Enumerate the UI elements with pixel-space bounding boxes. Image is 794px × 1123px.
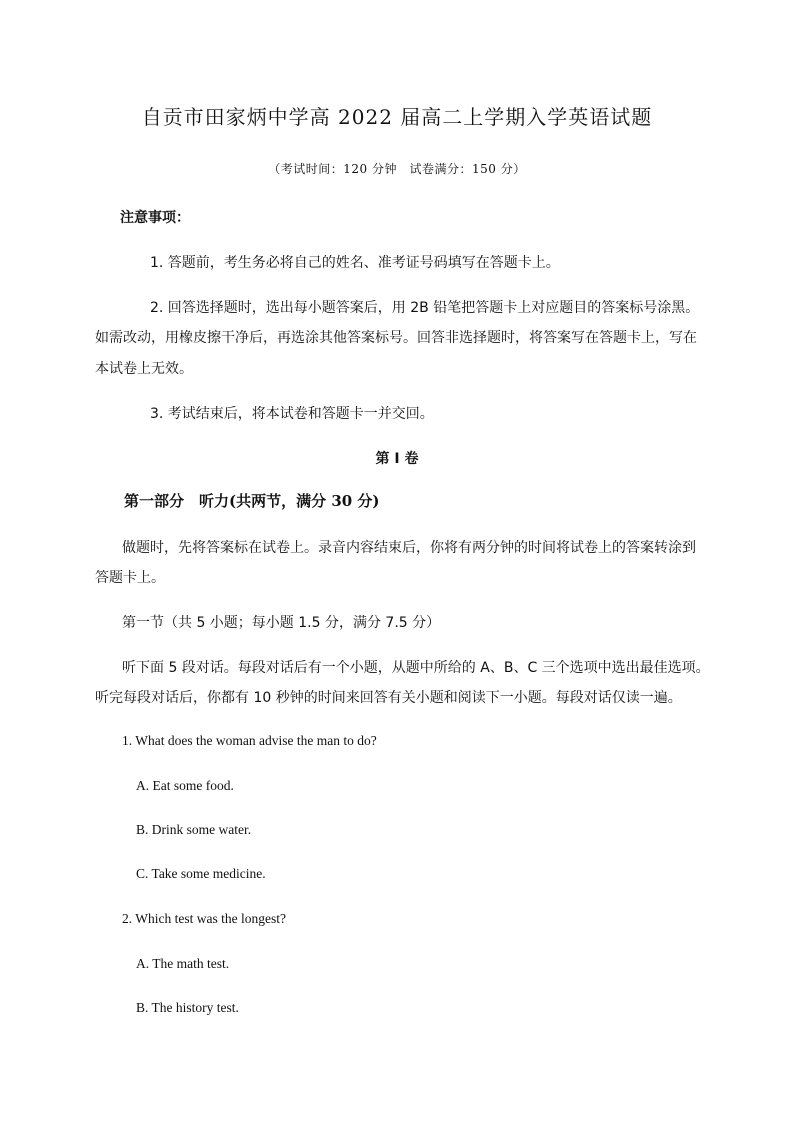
notes-item-3: 3. 考试结束后，将本试卷和答题卡一并交回。: [150, 406, 434, 422]
question-1-stem: 1. What does the woman advise the man to do?: [122, 733, 377, 748]
part1-instructions-line-2: 答题卡上。: [95, 570, 165, 586]
part1-heading: 第一部分 听力(共两节，满分 30 分): [124, 492, 380, 510]
exam-title: 自贡市田家炳中学高 2022 届高二上学期入学英语试题: [141, 105, 653, 129]
question-2-option-a: A. The math test.: [136, 956, 230, 971]
notes-item-2-line-1: 2. 回答选择题时，选出每小题答案后，用 2B 铅笔把答题卡上对应题目的答案标号涂黑。: [150, 300, 700, 316]
part1-instructions-line-1: 做题时，先将答案标在试卷上。录音内容结束后，你将有两分钟的时间将试卷上的答案转涂到: [122, 540, 696, 556]
volume-heading: 第 I 卷: [375, 451, 419, 467]
question-2-stem: 2. Which test was the longest?: [122, 911, 286, 926]
notes-item-1: 1. 答题前，考生务必将自己的姓名、准考证号码填写在答题卡上。: [150, 255, 560, 271]
notes-item-2-line-2: 如需改动，用橡皮擦干净后，再选涂其他答案标号。回答非选择题时，将答案写在答题卡上，写在: [95, 330, 697, 346]
section1-instructions-line-2: 听完每段对话后，你都有 10 秒钟的时间来回答有关小题和阅读下一小题。每段对话仅读一遍。: [95, 690, 682, 706]
section1-instructions-line-1: 听下面 5 段对话。每段对话后有一个小题，从题中所给的 A、B、C 三个选项中选出最佳选项。: [122, 660, 710, 676]
notes-item-2-line-3: 本试卷上无效。: [95, 361, 193, 377]
question-2-option-b: B. The history test.: [136, 1000, 239, 1015]
question-1-option-c: C. Take some medicine.: [136, 866, 266, 881]
notes-heading: 注意事项：: [120, 210, 190, 226]
question-1-option-b: B. Drink some water.: [136, 822, 252, 837]
question-1-option-a: A. Eat some food.: [136, 778, 234, 793]
exam-subtitle: （考试时间：120 分钟 试卷满分：150 分）: [268, 162, 526, 176]
section1-heading: 第一节（共 5 小题；每小题 1.5 分，满分 7.5 分）: [122, 615, 441, 631]
